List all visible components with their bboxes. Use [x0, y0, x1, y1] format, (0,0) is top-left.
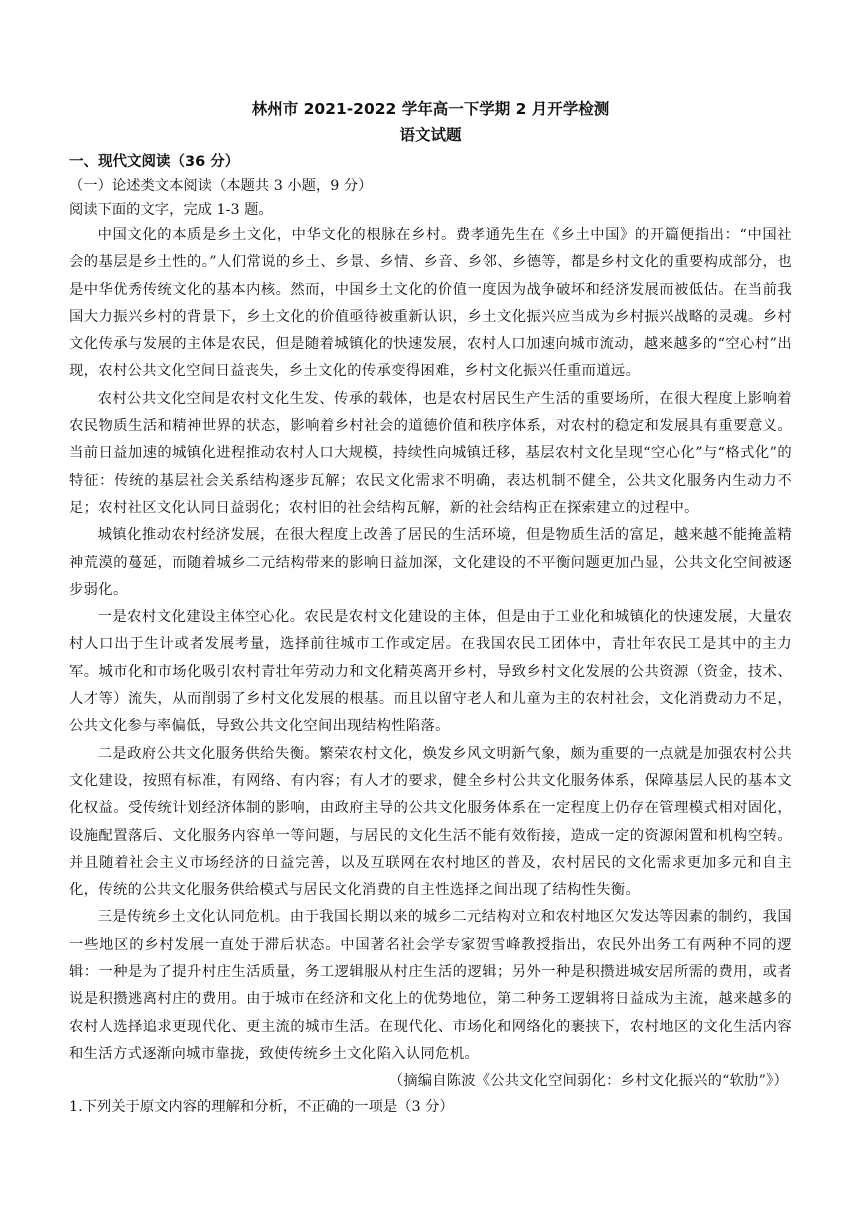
exam-title: 林州市 2021-2022 学年高一下学期 2 月开学检测	[251, 100, 610, 118]
passage-paragraph: 一是农村文化建设主体空心化。农民是农村文化建设的主体，但是由于工业化和城镇化的快速发展，大量农村人口出于生计或者发展考量，选择前往城市工作或定居。在我国农民工团体中，青壮年农民工是其中的主力军。城市化和市场化吸引农村青壮年劳动力和文化精英离开乡村，导致乡村文化发展的公共资源（资金，技术、人才等）流失，从而削弱了乡村文化发展的根基。而且以留守老人和儿童为主的农村社会，文化消费动力不足，公共文化参与率偏低，导致公共文化空间出现结构性陷落。	[69, 609, 792, 735]
passage-paragraph: 二是政府公共文化服务供给失衡。繁荣农村文化，焕发乡风文明新气象，颇为重要的一点就是加强农村公共文化建设，按照有标准，有网络、有内容；有人才的要求，健全乡村公共文化服务体系，保障基层人民的基本文化权益。受传统计划经济体制的影响，由政府主导的公共文化服务体系在一定程度上仍存在管理模式相对固化，设施配置落后、文化服务内容单一等问题，与居民的文化生活不能有效衔接，造成一定的资源闲置和机构空转。并且随着社会主义市场经济的日益完善，以及互联网在农村地区的普及，农村居民的文化需求更加多元和自主化，传统的公共文化服务供给模式与居民文化消费的自主性选择之间出现了结构性失衡。	[69, 745, 792, 899]
subsection-heading: （一）论述类文本阅读（本题共 3 小题，9 分）	[69, 178, 373, 194]
passage-paragraph: 农村公共文化空间是农村文化生发、传承的载体，也是农村居民生产生活的重要场所，在很大程度上影响着农民物质生活和精神世界的状态，影响着乡村社会的道德价值和秩序体系，对农村的稳定和发展具有重要意义。当前日益加速的城镇化进程推动农村人口大规模，持续性向城镇迁移，基层农村文化呈现“空心化”与“格式化”的特征：传统的基层社会关系结构逐步瓦解；农民文化需求不明确，表达机制不健全，公共文化服务内生动力不足；农村社区文化认同日益弱化；农村旧的社会结构瓦解，新的社会结构正在探索建立的过程中。	[69, 390, 792, 516]
passage-paragraph: 城镇化推动农村经济发展，在很大程度上改善了居民的生活环境，但是物质生活的富足，越来越不能掩盖精神荒漠的蔓延，而随着城乡二元结构带来的影响日益加深，文化建设的不平衡问题更加凸显，公共文化空间被逐步弱化。	[69, 527, 792, 598]
passage-paragraph: 三是传统乡土文化认同危机。由于我国长期以来的城乡二元结构对立和农村地区欠发达等因素的制约，我国一些地区的乡村发展一直处于滞后状态。中国著名社会学专家贺雪峰教授指出，农民外出务工有两种不同的逻辑：一种是为了提升村庄生活质量，务工逻辑服从村庄生活的逻辑；另外一种是积攒进城安居所需的费用，或者说是积攒逃离村庄的费用。由于城市在经济和文化上的优势地位，第二种务工逻辑将日益成为主流，越来越多的农村人选择追求更现代化、更主流的城市生活。在现代化、市场化和网络化的裹挟下，农村地区的文化生活内容和生活方式逐渐向城市靠拢，致使传统乡土文化陷入认同危机。	[69, 909, 792, 1062]
passage-source: （摘编自陈波《公共文化空间弱化：乡村文化振兴的“软肋”》）	[388, 1073, 788, 1090]
exam-page	[69, 96, 792, 1120]
passage-paragraph: 中国文化的本质是乡土文化，中华文化的根脉在乡村。费孝通先生在《乡土中国》的开篇便指出：“中国社会的基层是乡土性的。”人们常说的乡土、乡景、乡情、乡音、乡邻、乡德等，都是乡村文化的重要构成部分，也是中华优秀传统文化的基本内核。然而，中国乡土文化的价值一度因为战争破坏和经济发展而被低估。在当前我国大力振兴乡村的背景下，乡土文化的价值亟待被重新认识，乡土文化振兴应当成为乡村振兴战略的灵魂。乡村文化传承与发展的主体是农民，但是随着城镇化的快速发展，农村人口加速向城市流动，越来越多的“空心村”出现，农村公共文化空间日益丧失，乡土文化的传承变得困难，乡村文化振兴任重而道远。	[69, 227, 792, 380]
reading-instruction: 阅读下面的文字，完成 1-3 题。	[69, 202, 273, 218]
section-heading: 一、现代文阅读（36 分）	[69, 154, 240, 170]
question-1: 1.下列关于原文内容的理解和分析，不正确的一项是（3 分）	[69, 1099, 454, 1116]
exam-subject-title: 语文试题	[399, 126, 462, 144]
reading-passage	[69, 222, 792, 1068]
